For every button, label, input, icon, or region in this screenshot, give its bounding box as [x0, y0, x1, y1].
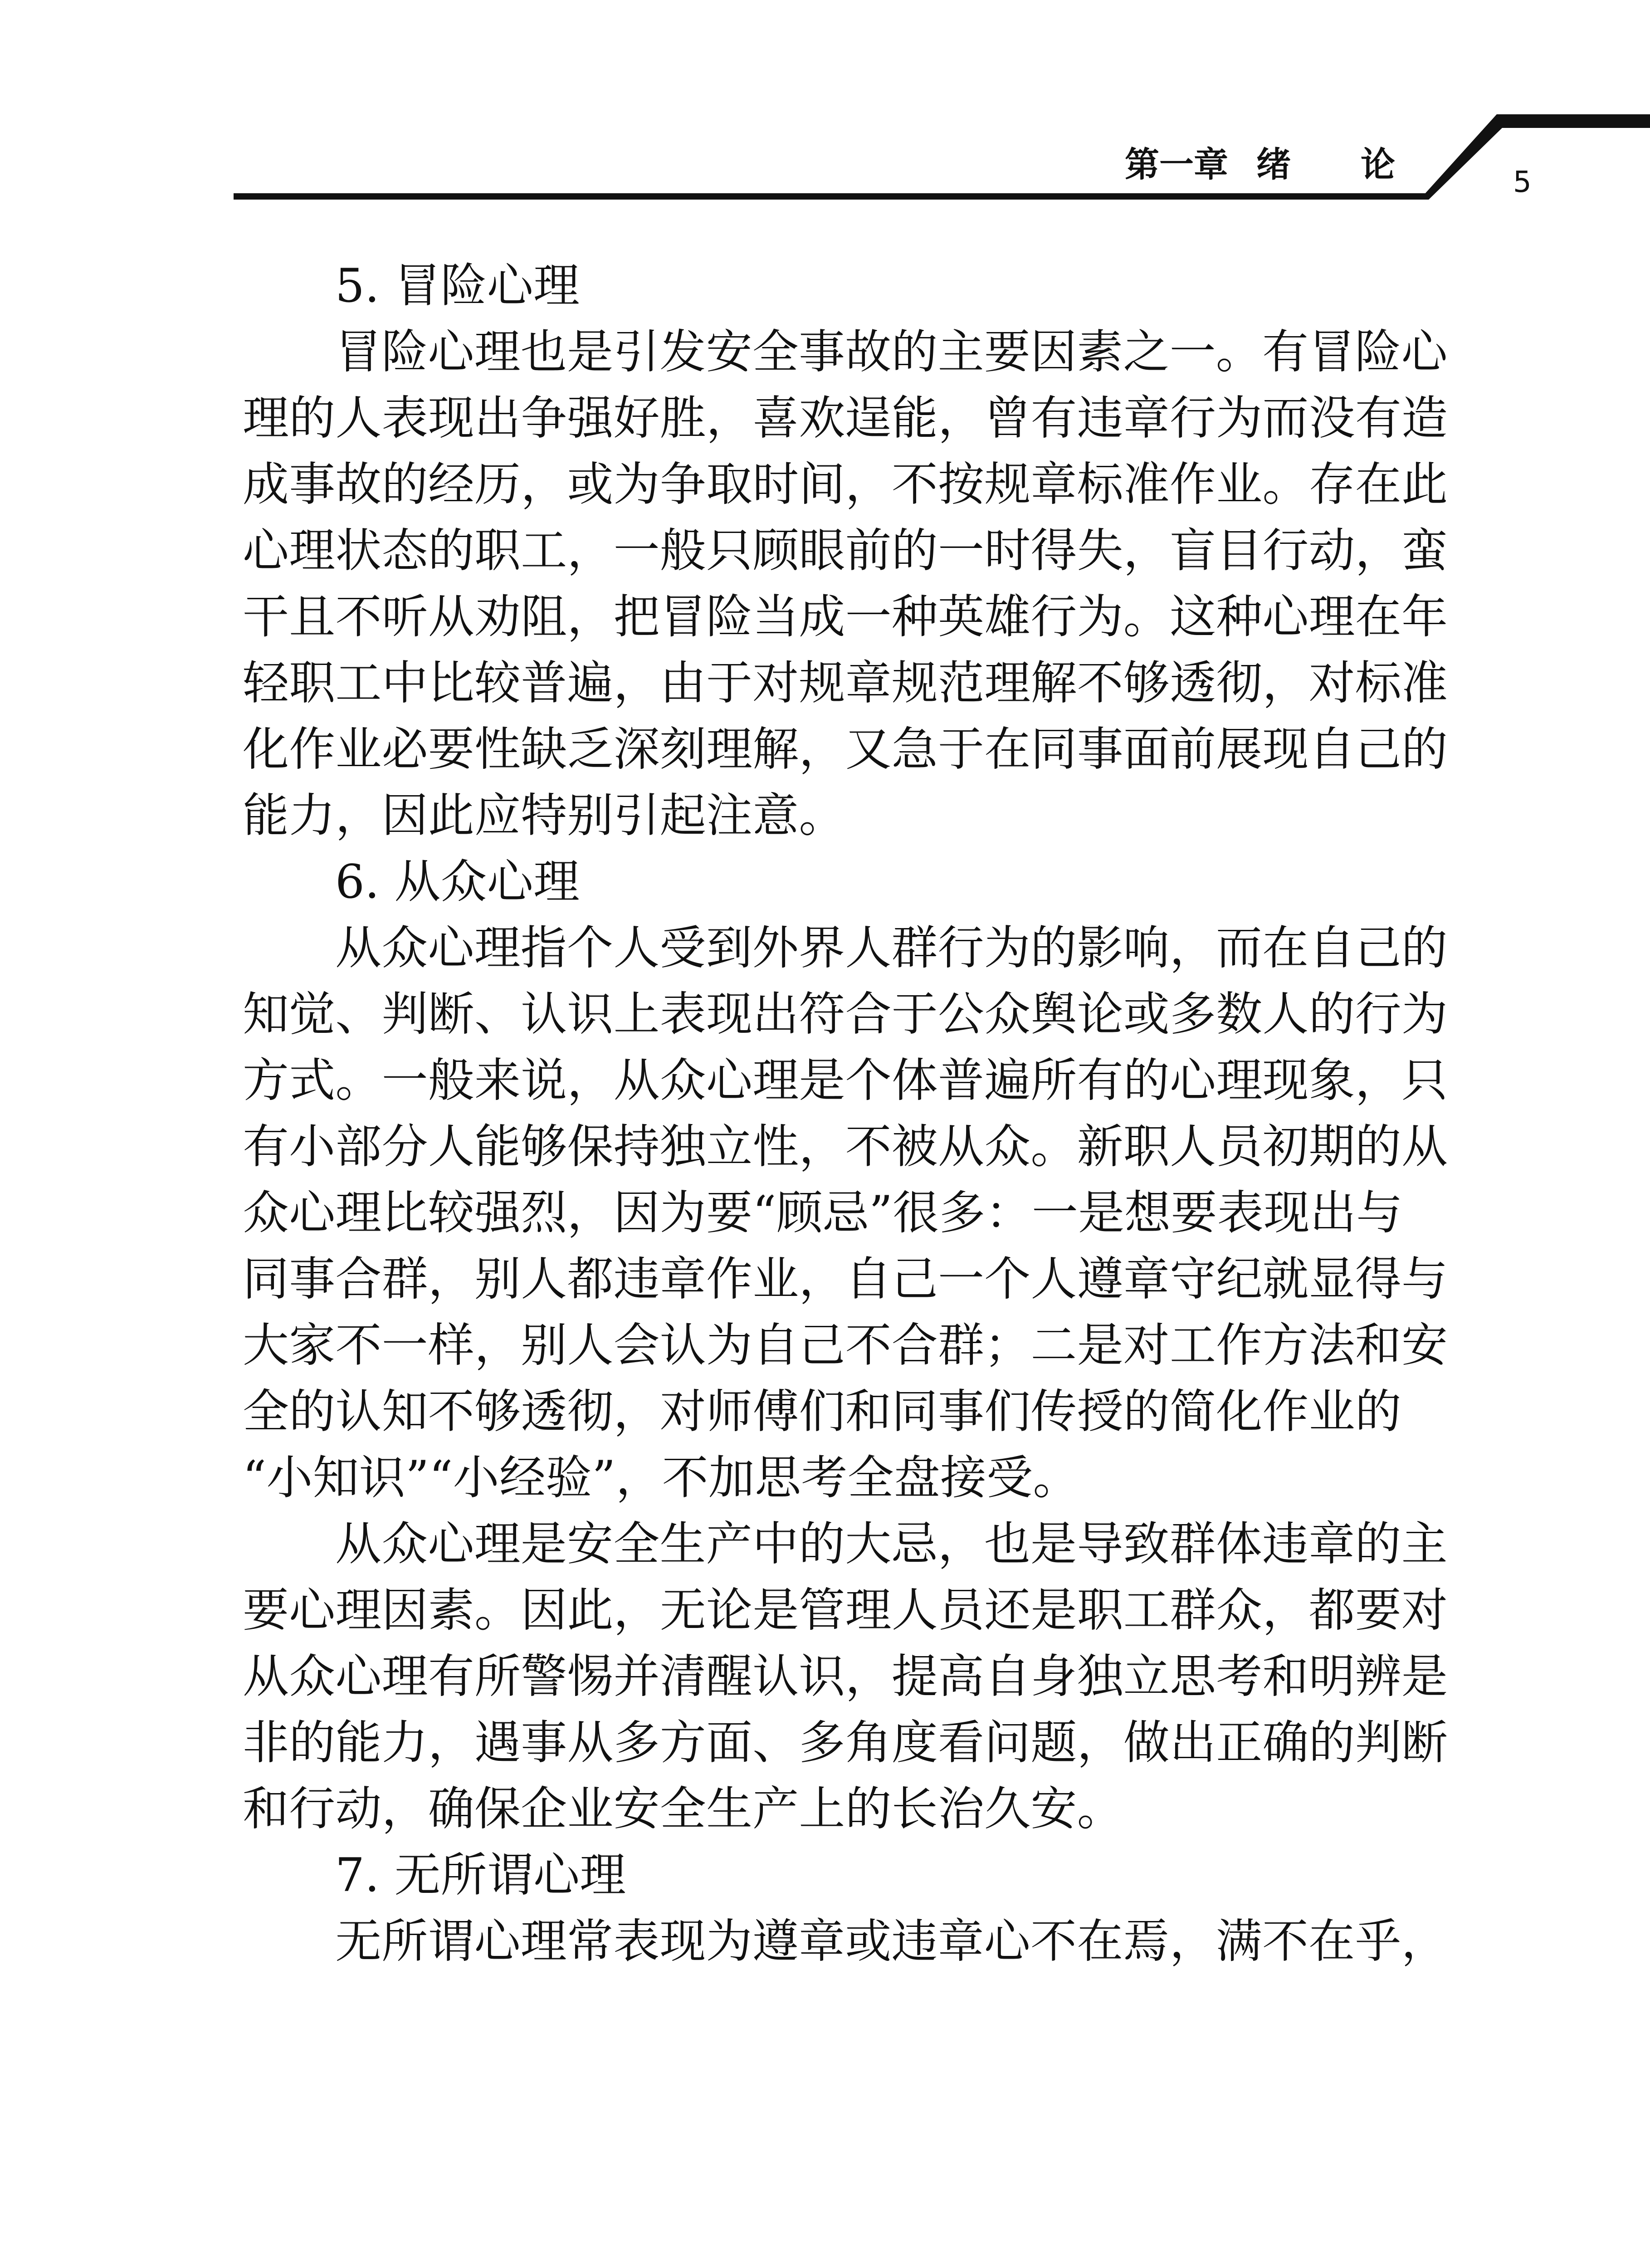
body-line: 同事合群，别人都违章作业，自己一个人遵章守纪就显得与 — [243, 1252, 1448, 1306]
body-text — [243, 253, 1448, 1975]
body-line: 理的人表现出争强好胜，喜欢逞能，曾有违章行为而没有造 — [243, 391, 1448, 445]
body-line: 有小部分人能够保持独立性，不被从众。新职人员初期的从 — [243, 1120, 1448, 1174]
chapter-label: 第一章 — [1125, 144, 1228, 185]
body-line: 从众心理指个人受到外界人群行为的影响，而在自己的 — [335, 921, 1448, 975]
body-line: 非的能力，遇事从多方面、多角度看问题，做出正确的判断 — [243, 1716, 1448, 1770]
body-line: 要心理因素。因此，无论是管理人员还是职工群众，都要对 — [243, 1584, 1448, 1637]
body-line: “小知识”“小经验”，不加思考全盘接受。 — [243, 1451, 1079, 1505]
body-line: 成事故的经历，或为争取时间，不按规章标准作业。存在此 — [243, 458, 1448, 512]
body-line: 知觉、判断、认识上表现出符合于公众舆论或多数人的行为 — [243, 987, 1448, 1041]
body-line: 7. 无所谓心理 — [335, 1848, 626, 1902]
header-underline — [234, 193, 1429, 200]
body-line: 心理状态的职工，一般只顾眼前的一时得失，盲目行动，蛮 — [243, 524, 1448, 578]
body-line: 无所谓心理常表现为遵章或违章心不在焉，满不在乎， — [335, 1915, 1448, 1969]
body-line: 众心理比较强烈，因为要“顾忌”很多：一是想要表现出与 — [243, 1186, 1403, 1240]
body-line: 从众心理是安全生产中的大忌，也是导致群体违章的主 — [335, 1517, 1448, 1571]
chapter-title-word-1: 绪 — [1256, 144, 1291, 185]
body-line: 方式。一般来说，从众心理是个体普遍所有的心理现象，只 — [243, 1054, 1448, 1108]
body-line: 轻职工中比较普遍，由于对规章规范理解不够透彻，对标准 — [243, 656, 1448, 710]
running-header — [0, 0, 1650, 236]
body-line: 和行动，确保企业安全生产上的长治久安。 — [243, 1782, 1123, 1836]
body-line: 大家不一样，别人会认为自己不合群；二是对工作方法和安 — [243, 1319, 1448, 1373]
body-line: 5. 冒险心理 — [335, 259, 580, 313]
chapter-title-word-2: 论 — [1361, 144, 1395, 185]
body-line: 冒险心理也是引发安全事故的主要因素之一。有冒险心 — [335, 325, 1448, 379]
header-tab-shape — [1420, 114, 1650, 200]
header-rule-graphic — [0, 0, 1650, 236]
body-line: 干且不听从劝阻，把冒险当成一种英雄行为。这种心理在年 — [243, 590, 1448, 644]
page-number: 5 — [1513, 166, 1532, 199]
body-line: 6. 从众心理 — [335, 855, 580, 909]
body-line: 能力，因此应特别引起注意。 — [243, 789, 845, 843]
body-line: 化作业必要性缺乏深刻理解，又急于在同事面前展现自己的 — [243, 723, 1448, 777]
body-line: 从众心理有所警惕并清醒认识，提高自身独立思考和明辨是 — [243, 1650, 1448, 1704]
body-line: 全的认知不够透彻，对师傅们和同事们传授的简化作业的 — [243, 1385, 1401, 1439]
